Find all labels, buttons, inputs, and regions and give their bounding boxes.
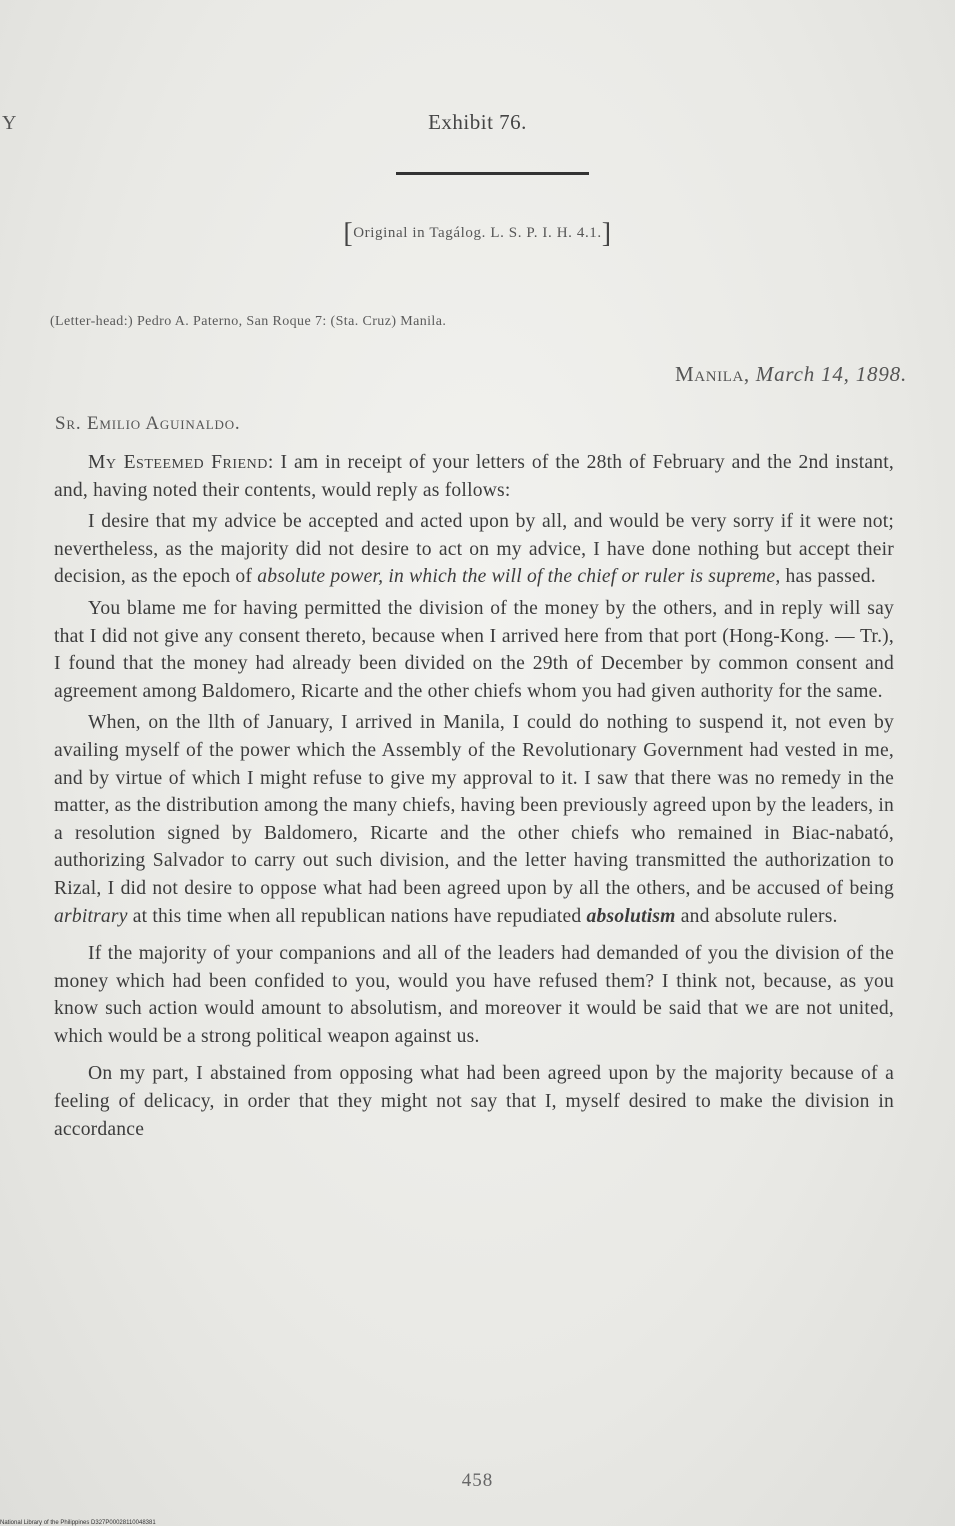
dateline-place: Manila,: [675, 362, 750, 386]
paragraph-4-text-b: at this time when all republican nations have repudiated: [127, 905, 587, 927]
original-note: [0, 218, 955, 250]
close-bracket: ]: [601, 218, 612, 249]
paragraph-4: [54, 709, 894, 930]
paragraph-4-text-c: and absolute rulers.: [675, 905, 838, 927]
paragraph-1-text: I am in receipt of your letters of the 28th of February and the 2nd instant, and, having noted their contents, would reply as follows:: [54, 452, 894, 501]
paragraph-4-text-a: When, on the llth of January, I arrived in Manila, I could do nothing to suspend it, not even by availing myself of the power which the Assembly of the Revolutionary Government had vested in me, and by virtue of which I might refuse to give my approval to it. I saw that there was no remedy in the matter, as the distribution among the many chiefs, having been previously agreed upon by the leaders, in a resolution signed by Baldomero, Ricarte and the other chiefs who remained in Biac-nabató, authorizing Salvador to carry out such division, and the letter having transmitted the authorization to Rizal, I did not desire to oppose what had been agreed upon by all the others, and be accused of being: [54, 712, 895, 899]
page-number: 458: [461, 1470, 494, 1491]
paragraph-6: On my part, I abstained from opposing what had been agreed upon by the majority because of a feeling of delicacy, in order that they might not say that I, myself desired to make the division in accordance: [54, 1063, 894, 1140]
title-rule: [396, 172, 589, 175]
original-note-text: Original in Tagálog. L. S. P. I. H. 4.1.: [353, 225, 602, 241]
paragraph-2-text-b: has passed.: [780, 566, 876, 588]
paragraph-4-emphasis-1: arbitrary: [54, 905, 128, 927]
dateline-date: March 14, 1898.: [755, 362, 907, 386]
paragraph-2: [54, 508, 894, 591]
letterhead: (Letter-head:) Pedro A. Paterno, San Roque 7: (Sta. Cruz) Manila.: [50, 314, 447, 329]
paragraph-4-emphasis-2: absolutism: [586, 905, 676, 927]
archive-footer: National Library of the Philippines D327P00028110048381: [0, 1520, 156, 1526]
dateline: [675, 362, 907, 387]
paragraph-1: [54, 449, 894, 504]
exhibit-title: Exhibit 76.: [428, 110, 527, 134]
open-bracket: [: [343, 218, 354, 249]
edge-mark: Y: [2, 112, 17, 134]
paragraph-2-emphasis: absolute power, in which the will of the chief or ruler is supreme,: [257, 566, 781, 588]
greeting: My Esteemed Friend:: [88, 452, 274, 473]
salutation: Sr. Emilio Aguinaldo.: [55, 413, 241, 434]
paragraph-3: You blame me for having permitted the division of the money by the others, and in reply will say that I did not give any consent thereto, because when I arrived here from that port (Hong-Kong. — Tr.), I found that the money had already been divided on the 29th of December by common consent and agreement among Baldomero, Ricarte and the other chiefs whom you had given authority for the same.: [54, 597, 894, 702]
paragraph-5: If the majority of your companions and all of the leaders had demanded of you the division of the money which had been confided to you, would you have refused them? I think not, because, as you know such action would amount to absolutism, and moreover it would be said that we are not united, which would be a strong political weapon against us.: [54, 943, 894, 1047]
paragraph-2-text-a: I desire that my advice be accepted and acted upon by all, and would be very sorry if it were not; nevertheless, as the majority did not desire to act on my advice, I have done nothing but accept their decision, as the epoch of: [54, 511, 894, 588]
letter-body: [54, 449, 894, 1147]
